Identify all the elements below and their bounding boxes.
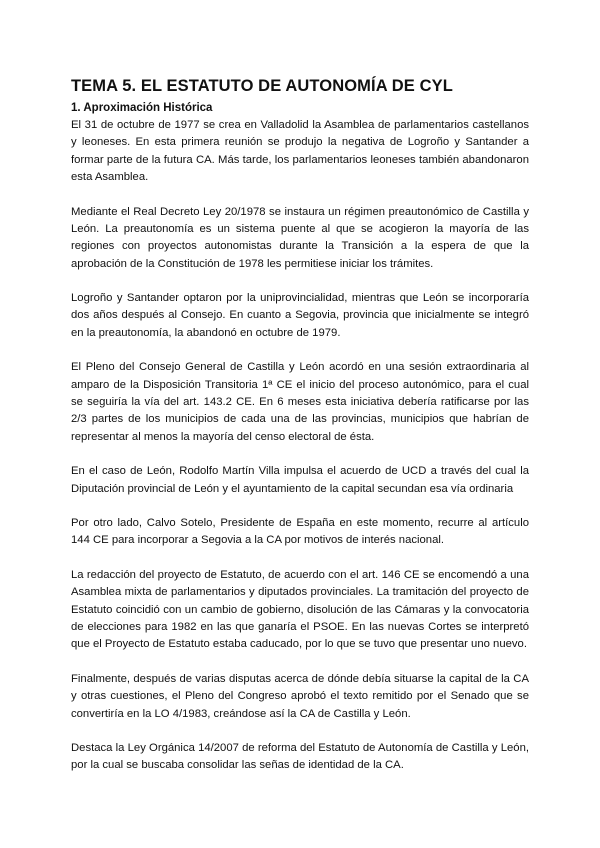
paragraph-6: Por otro lado, Calvo Sotelo, Presidente de España en este momento, recurre al artículo 144 CE para incorporar a Segovia a la CA por motivos de interés nacional. [71,517,529,547]
document-page [71,76,529,792]
section-heading: 1. Aproximación Histórica [71,102,213,114]
paragraph-2: Mediante el Real Decreto Ley 20/1978 se instaura un régimen preautonómico de Castilla y León. La preautonomía es un sistema puente al que se acogieron la mayoría de las regiones con proyectos autonomistas durante la Transición a la espera de que la aprobación de la Constitución de 1978 les permitiese iniciar los trámites. [71,205,529,270]
paragraph-1: El 31 de octubre de 1977 se crea en Valladolid la Asamblea de parlamentarios castellanos y leoneses. En esta primera reunión se produjo la negativa de Logroño y Santander a formar parte de la futura CA. Más tarde, los parlamentarios leoneses también abandonaron esta Asamblea. [71,119,529,184]
paragraph-9: Destaca la Ley Orgánica 14/2007 de reforma del Estatuto de Autonomía de Castilla y León, por la cual se buscaba consolidar las señas de identidad de la CA. [71,742,529,772]
paragraph-3: Logroño y Santander optaron por la uniprovincialidad, mientras que León se incorporaría dos años después al Consejo. En cuanto a Segovia, provincia que inicialmente se integró en la preautonomía, la abandonó en octubre de 1979. [71,292,529,339]
document-title: TEMA 5. EL ESTATUTO DE AUTONOMÍA DE CYL [71,77,453,95]
paragraph-4: El Pleno del Consejo General de Castilla y León acordó en una sesión extraordinaria al amparo de la Disposición Transitoria 1ª CE el inicio del proceso autonómico, para el cual se seguiría la vía del art. 143.2 CE. En 6 meses esta iniciativa debería ratificarse por las 2/3 partes de los municipios de cada una de las provincias, municipios que habrían de representar al menos la mayoría del censo electoral de ésta. [71,361,529,443]
paragraph-7: La redacción del proyecto de Estatuto, de acuerdo con el art. 146 CE se encomendó a una Asamblea mixta de parlamentarios y diputados provinciales. La tramitación del proyecto de Estatuto coincidió con un cambio de gobierno, disolución de las Cámaras y la convocatoria de elecciones para 1982 en las que ganaría el PSOE. En las nuevas Cortes se interpretó que el Proyecto de Estatuto estaba caducado, por lo que se tuvo que presentar uno nuevo. [71,569,529,651]
paragraph-8: Finalmente, después de varias disputas acerca de dónde debía situarse la capital de la CA y otras cuestiones, el Pleno del Congreso aprobó el texto remitido por el Senado que se convertiría en la LO 4/1983, creándose así la CA de Castilla y León. [71,672,529,720]
paragraph-5: En el caso de León, Rodolfo Martín Villa impulsa el acuerdo de UCD a través del cual la Diputación provincial de León y el ayuntamiento de la capital secundan esa vía ordinaria [71,465,529,495]
